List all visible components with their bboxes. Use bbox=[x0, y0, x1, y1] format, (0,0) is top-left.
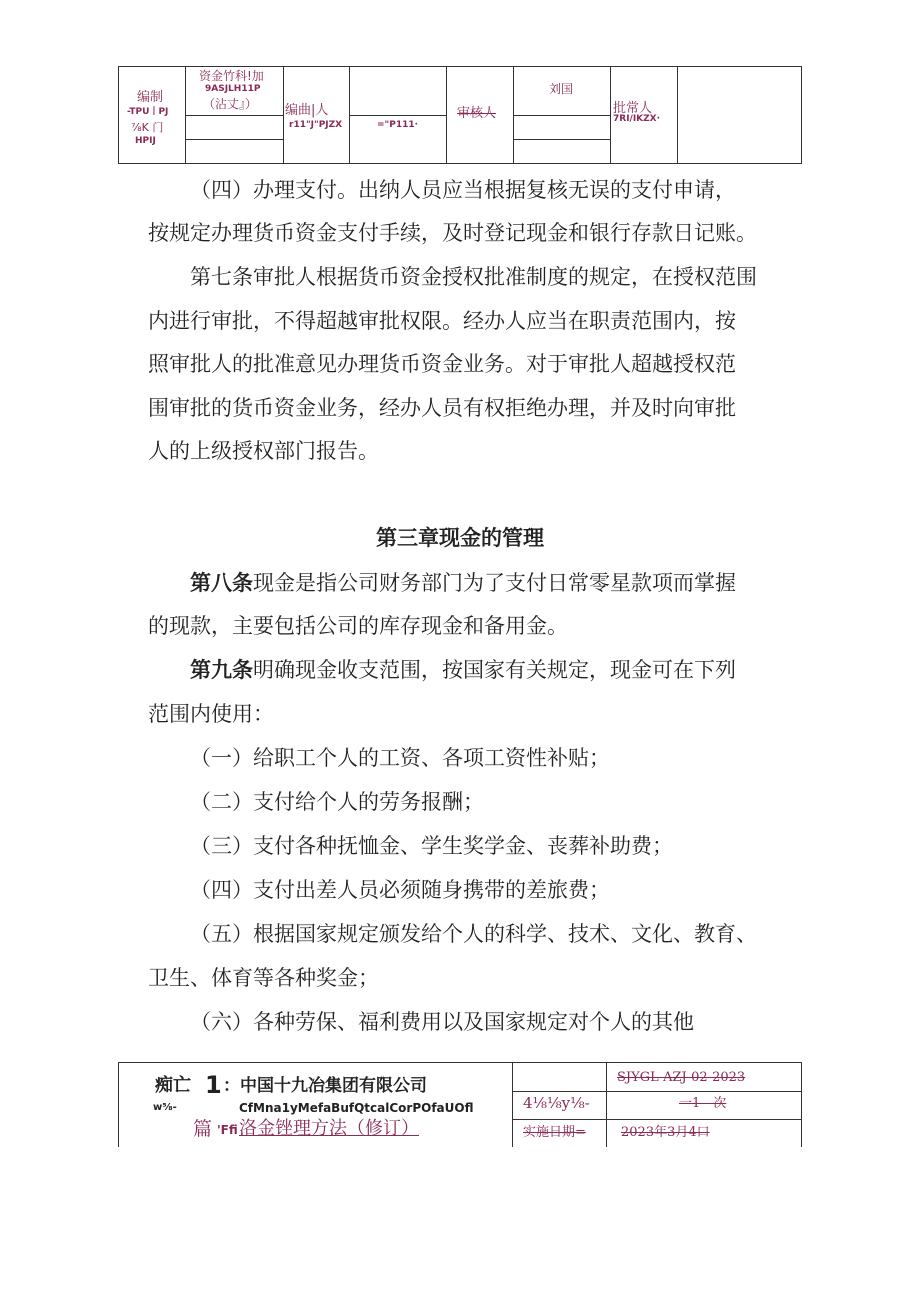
paragraph-line: 按规定办理货币资金支付手续，及时登记现金和银行存款日记账。 bbox=[148, 221, 757, 245]
table-divider bbox=[349, 115, 446, 116]
list-item: （二）支付给个人的劳务报酬； bbox=[190, 790, 484, 814]
footer-document-table bbox=[118, 1062, 802, 1147]
editor-value: ="P111· bbox=[377, 120, 419, 130]
paragraph-line: （四）办理支付。出纳人员应当根据复核无误的支付申请， bbox=[190, 178, 736, 202]
table-divider bbox=[185, 139, 283, 140]
list-item: （五）根据国家规定颁发给个人的科学、技术、文化、教育、 bbox=[190, 922, 757, 946]
header-approval-table bbox=[118, 66, 802, 164]
editor-label: 编曲|人 bbox=[285, 103, 329, 118]
department-name: 资金竹科!加 bbox=[199, 69, 264, 83]
company-logo-number: 1 bbox=[205, 1071, 222, 1099]
company-logo-text: 痴亡 bbox=[155, 1075, 191, 1096]
table-divider bbox=[283, 67, 284, 163]
date-value: 2023年3月4口 bbox=[621, 1125, 710, 1140]
article-7-line: 人的上级授权部门报告。 bbox=[148, 439, 379, 463]
article-7-line: 围审批的货币资金业务，经办人员有权拒绝办理，并及时向审批 bbox=[148, 396, 736, 420]
table-divider bbox=[610, 67, 611, 163]
table-divider bbox=[446, 67, 447, 163]
company-prefix: w⅝- bbox=[153, 1102, 177, 1113]
compiled-sub: ⅞K 门 bbox=[131, 121, 164, 134]
table-divider bbox=[606, 1063, 607, 1147]
compiled-label: 编制 bbox=[137, 90, 164, 105]
version-label: 4⅛⅛y⅛- bbox=[523, 1094, 590, 1112]
document-prefix: 'Ffi bbox=[217, 1123, 238, 1137]
editor-sub: r11"J"PJZX bbox=[289, 120, 343, 130]
date-label: 实施日期= bbox=[523, 1125, 586, 1140]
table-divider bbox=[513, 139, 610, 140]
company-english-name: CfMna1yMefaBufQtcalCorPOfaUOfl bbox=[239, 1101, 474, 1115]
chapter-heading: 第三章现金的管理 bbox=[376, 526, 544, 550]
article-8-label: 第八条 bbox=[190, 571, 253, 595]
company-name: ：中国十九冶集团有限公司 bbox=[223, 1076, 427, 1096]
version-value: 一1—次 bbox=[679, 1096, 727, 1111]
article-8-text: 现金是指公司财务部门为了支付日常零星款项而掌握 bbox=[253, 571, 736, 595]
document-title: 洛金锉理方法（修订） bbox=[239, 1118, 419, 1139]
list-item: （六）各种劳保、福利费用以及国家规定对个人的其他 bbox=[190, 1010, 694, 1034]
department-note: （沾丈』） bbox=[203, 97, 258, 111]
table-divider bbox=[512, 1119, 801, 1120]
table-divider bbox=[512, 1063, 513, 1147]
article-9-text: 明确现金收支范围，按国家有关规定，现金可在下列 bbox=[253, 658, 736, 682]
article-9-line: 范围内使用： bbox=[148, 702, 274, 726]
table-divider bbox=[677, 67, 678, 163]
article-7-line: 第七条审批人根据货币资金授权批准制度的规定，在授权范围 bbox=[190, 265, 757, 289]
article-8-line bbox=[190, 573, 736, 594]
reviewer-value: 刘国 bbox=[549, 82, 574, 96]
article-9-line bbox=[190, 660, 736, 681]
article-7-line: 照审批人的批准意见办理货币资金业务。对于审批人超越授权范 bbox=[148, 352, 736, 376]
list-item: （四）支付出差人员必须随身携带的差旅费； bbox=[190, 878, 610, 902]
approver-label: 批常人 bbox=[613, 101, 653, 116]
compiled-sub: -TPU丨PJ bbox=[127, 107, 169, 117]
list-item: 卫生、体育等各种奖金； bbox=[148, 966, 379, 990]
list-item: （一）给职工个人的工资、各项工资性补贴； bbox=[190, 746, 610, 770]
document-label: 篇 bbox=[193, 1118, 213, 1140]
compiled-sub: HPIJ bbox=[135, 136, 156, 146]
table-divider bbox=[185, 115, 283, 116]
article-8-line: 的现款，主要包括公司的库存现金和备用金。 bbox=[148, 614, 568, 638]
department-code: 9ASJLH11P bbox=[205, 84, 261, 94]
article-7-line: 内进行审批，不得超越审批权限。经办人应当在职责范围内，按 bbox=[148, 309, 736, 333]
document-code: SJYGL-AZJ-02-2023 bbox=[617, 1070, 746, 1085]
table-divider bbox=[513, 115, 610, 116]
table-divider bbox=[512, 1091, 801, 1092]
approver-sub: 7RI/IKZX· bbox=[613, 114, 661, 124]
reviewer-label: 审核人 bbox=[457, 106, 497, 121]
article-9-label: 第九条 bbox=[190, 658, 253, 682]
list-item: （三）支付各种抚恤金、学生奖学金、丧葬补助费； bbox=[190, 834, 673, 858]
